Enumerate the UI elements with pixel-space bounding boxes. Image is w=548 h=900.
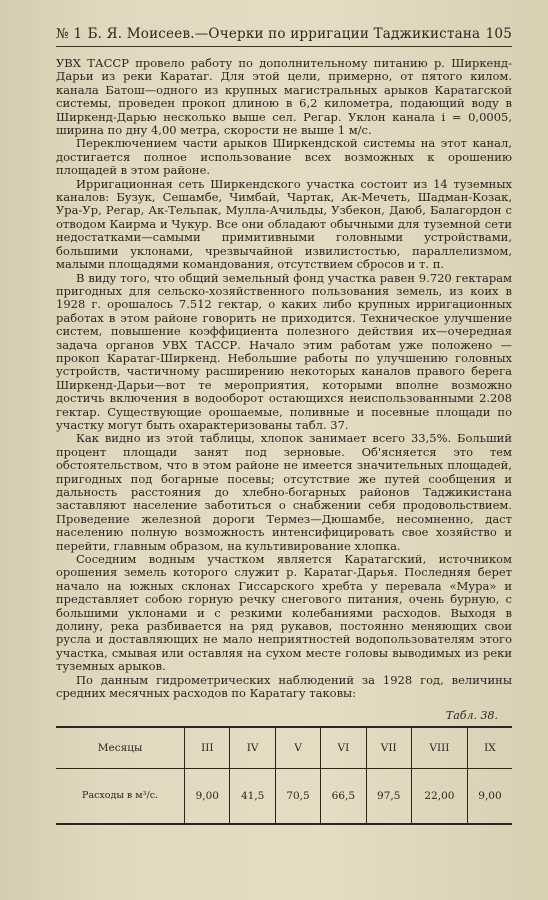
running-title: Б. Я. Моисеев.—Очерки по ирригации Таджикистана	[87, 26, 481, 42]
paragraph: В виду того, что общий земельный фонд участка равен 9.720 гектарам пригодных для сельско-хозяйственного пользования земель, из коих в 1928 г. орошалось 7.512 гектар, о каких либо крупных ирригационных работах в этом районе говорить не приходится. Техническое улучшение систем, повышение коэффициента полезного действия их—очередная задача органов УВХ ТАССР. Начало этим работам уже положено — прокоп Каратаг-Ширкенд. Небольшие работы по улучшению головных устройств, частичному расширению некоторых каналов правого берега Ширкенд-Дарьи—вот те мероприятия, которыми вполне возможно достичь включения в водооборот остающихся неиспользованными 2.208 гектар. Существующие орошаемые, поливные и посевные площади по участку могут быть охарактеризованы табл. 37.	[56, 270, 512, 432]
paragraph: Переключением части арыков Ширкендской системы на этот канал, достигается полное использование всех возможных к орошению площадей в этом районе.	[56, 136, 512, 178]
month-header: VIII	[411, 727, 467, 769]
month-header: IV	[230, 727, 275, 769]
table-cell: 9,00	[185, 768, 230, 824]
paragraph: Соседним водным участком является Каратагский, источником орошения земель которого служит р. Каратаг-Дарья. Последняя берет начало на южных склонах Гиссарского хребта у перевала «Мура» и представляет собою горную речку снегового питания, очень бурную, с большими уклонами и с резкими колебаниями расходов. Выходя в долину, река разбивается на ряд рукавов, постоянно меняющих свои русла и доставляющих не мало неприятностей водопользователям этого участка, смывая или оставляя на сухом месте головы выводимых из реки туземных арыков.	[56, 552, 512, 674]
table-row	[56, 768, 512, 824]
table-header-row	[56, 727, 512, 769]
table-caption: Табл. 38.	[445, 708, 498, 722]
paragraph: Как видно из этой таблицы, хлопок занимает всего 33,5%. Больший процент площади занят под зерновые. Об'ясняется это тем обстоятельством, что в этом районе не имеется значительных площадей, пригодных под богарные посевы; отсутствие же путей сообщения и дальность расстояния до хлебно-богарных районов Таджикистана заставляют население заботиться о снабжении себя продовольствием. Проведение железной дороги Термез—Дюшамбе, несомненно, даст населению полную возможность интенсифицировать свое хозяйство и перейти, главным образом, на культивирование хлопка.	[56, 431, 512, 553]
table-cell: 22,00	[411, 768, 467, 824]
row-header: Месяцы	[56, 727, 185, 769]
paragraph: По данным гидрометрических наблюдений за 1928 год, величины средних месячных расходов по Каратагу таковы:	[56, 672, 512, 701]
table-cell: 70,5	[275, 768, 320, 824]
month-header: V	[275, 727, 320, 769]
row-label: Расходы в м³/с.	[82, 790, 159, 801]
table-cell: 9,00	[467, 768, 512, 824]
page-number: 105	[485, 26, 512, 42]
month-header: III	[185, 727, 230, 769]
month-header: IX	[467, 727, 512, 769]
page-header	[56, 26, 512, 47]
table-cell: 97,5	[366, 768, 411, 824]
month-header: VII	[366, 727, 411, 769]
body-text	[56, 57, 512, 701]
discharge-table	[56, 726, 512, 825]
issue-number: № 1	[56, 26, 83, 42]
paragraph: УВХ ТАССР провело работу по дополнительному питанию р. Ширкенд-Дарьи из реки Каратаг. Для этой цели, примерно, от пятого килом. канала Батош—одного из крупных магистральных арыков Каратагской системы, проведен прокоп длиною в 6,2 километра, подающий воду в Ширкенд-Дарью несколько выше сел. Регар. Уклон канала i = 0,0005, ширина по дну 4,00 метра, скорости не выше 1 м/с.	[56, 56, 512, 138]
month-header: VI	[321, 727, 366, 769]
table-cell: 41,5	[230, 768, 275, 824]
paragraph: Ирригационная сеть Ширкендского участка состоит из 14 туземных каналов: Бузук, Сешамбе, Чимбай, Чартак, Ак-Мечеть, Шадман-Козак, Ура-Ур, Регар, Ак-Тельпак, Мулла-Ачильды, Узбекон, Даюб, Балагордон с отводом Каирма и Чукур. Все они обладают обычными для туземной сети недостатками—самыми примитивными головными устройствами, большими уклонами, чрезвычайной извилистостью, параллелизмом, малыми площадями командования, отсутствием сбросов и т. п.	[56, 176, 512, 272]
table-cell: 66,5	[321, 768, 366, 824]
